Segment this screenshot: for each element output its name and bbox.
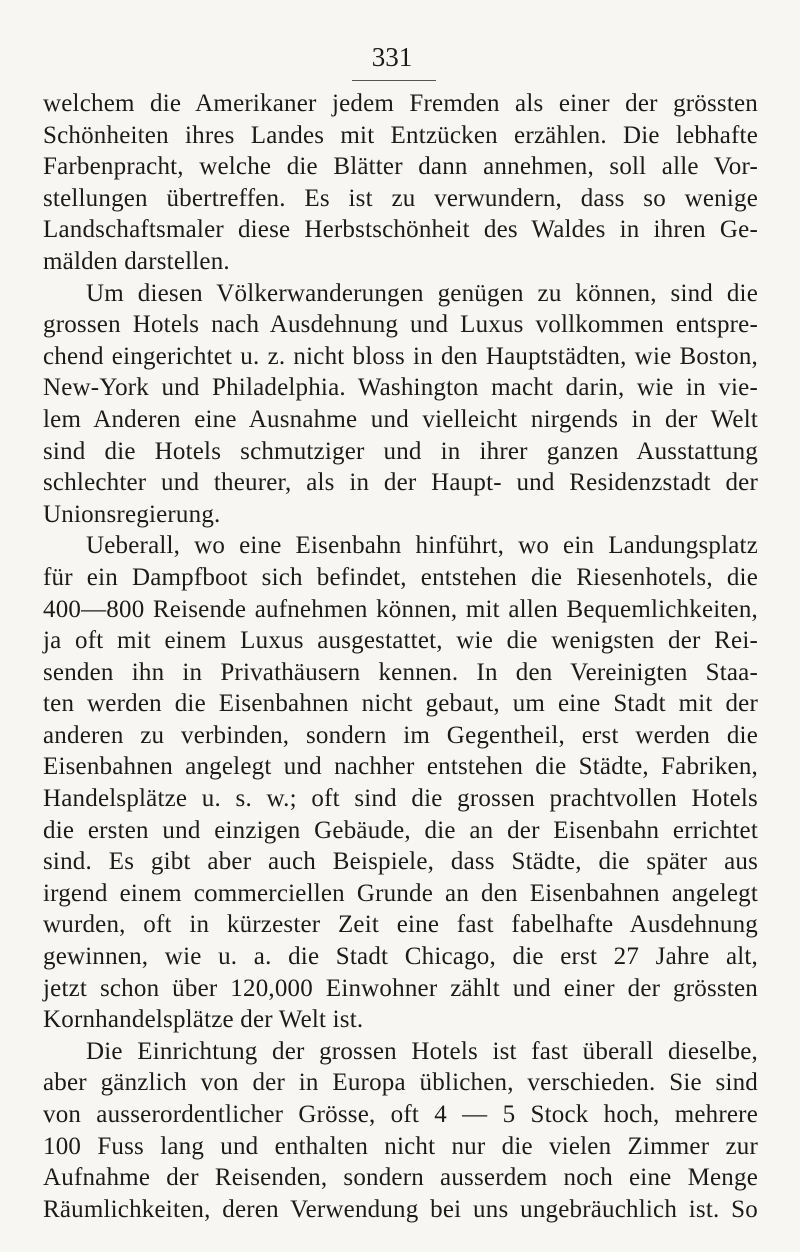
text-line: welchem die Amerikaner jedem Fremden als einer der grössten bbox=[43, 90, 758, 117]
text-line: Kornhandelsplätze der Welt ist. bbox=[43, 1006, 364, 1034]
text-line: sind. Es gibt aber auch Beispiele, dass Städte, die später aus bbox=[43, 848, 758, 876]
text-line: senden ihn in Privathäusern kennen. In den Vereinigten Staa- bbox=[43, 658, 758, 686]
text-line: Eisenbahnen angelegt und nachher entstehen die Städte, Fabriken, bbox=[43, 753, 758, 781]
text-line: Um diesen Völkerwanderungen genügen zu können, sind die bbox=[86, 279, 758, 307]
text-line: gewinnen, wie u. a. die Stadt Chicago, die erst 27 Jahre alt, bbox=[43, 943, 758, 971]
text-line: New-York und Philadelphia. Washington macht darin, wie in vie- bbox=[43, 374, 758, 402]
text-line: Unionsregierung. bbox=[43, 500, 221, 528]
text-line: anderen zu verbinden, sondern im Gegentheil, erst werden die bbox=[43, 721, 758, 749]
body-text bbox=[43, 88, 758, 1225]
text-line: schlechter und theurer, als in der Haupt- und Residenzstadt der bbox=[43, 469, 758, 497]
text-line: jetzt schon über 120,000 Einwohner zählt und einer der grössten bbox=[43, 974, 758, 1002]
text-line: Landschaftsmaler diese Herbstschönheit des Waldes in ihren Ge- bbox=[43, 216, 758, 244]
text-line: die ersten und einzigen Gebäude, die an der Eisenbahn errichtet bbox=[43, 816, 758, 844]
text-line: lem Anderen eine Ausnahme und vielleicht nirgends in der Welt bbox=[43, 405, 758, 433]
text-line: Die Einrichtung der grossen Hotels ist fast überall dieselbe, bbox=[86, 1037, 758, 1065]
text-line: grossen Hotels nach Ausdehnung und Luxus vollkommen entspre- bbox=[43, 311, 758, 339]
text-line: aber gänzlich von der in Europa üblichen, verschieden. Sie sind bbox=[43, 1069, 758, 1097]
text-line: ja oft mit einem Luxus ausgestattet, wie die wenigsten der Rei- bbox=[43, 627, 758, 655]
paragraph bbox=[43, 1036, 758, 1226]
text-line: wurden, oft in kürzester Zeit eine fast fabelhafte Ausdehnung bbox=[43, 911, 758, 939]
text-line: Farbenpracht, welche die Blätter dann annehmen, soll alle Vor- bbox=[43, 153, 758, 181]
text-line: für ein Dampfboot sich befindet, entstehen die Riesenhotels, die bbox=[43, 563, 758, 591]
text-line: sind die Hotels schmutziger und in ihrer ganzen Ausstattung bbox=[43, 437, 758, 465]
text-line: Aufnahme der Reisenden, sondern ausserdem noch eine Menge bbox=[43, 1164, 758, 1192]
page-number-rule bbox=[352, 80, 436, 81]
paragraph bbox=[43, 530, 758, 1036]
text-line: irgend einem commerciellen Grunde an den Eisenbahnen angelegt bbox=[43, 879, 758, 907]
text-line: ten werden die Eisenbahnen nicht gebaut, um eine Stadt mit der bbox=[43, 690, 758, 718]
text-line: 100 Fuss lang und enthalten nicht nur die vielen Zimmer zur bbox=[43, 1132, 758, 1160]
text-line: Ueberall, wo eine Eisenbahn hinführt, wo ein Landungsplatz bbox=[86, 532, 758, 560]
text-line: Schönheiten ihres Landes mit Entzücken erzählen. Die lebhafte bbox=[43, 121, 758, 149]
text-line: 400—800 Reisende aufnehmen können, mit allen Bequemlichkeiten, bbox=[43, 595, 758, 623]
text-line: mälden darstellen. bbox=[43, 247, 230, 275]
page-number: 331 bbox=[371, 42, 413, 72]
text-line: stellungen übertreffen. Es ist zu verwundern, dass so wenige bbox=[43, 184, 758, 212]
text-line: Räumlichkeiten, deren Verwendung bei uns ungebräuchlich ist. So bbox=[43, 1195, 758, 1223]
text-line: chend eingerichtet u. z. nicht bloss in den Hauptstädten, wie Boston, bbox=[43, 342, 758, 370]
text-line: von ausserordentlicher Grösse, oft 4 — 5 Stock hoch, mehrere bbox=[43, 1101, 758, 1128]
paragraph bbox=[43, 278, 758, 531]
paragraph bbox=[43, 88, 758, 278]
text-line: Handelsplätze u. s. w.; oft sind die grossen prachtvollen Hotels bbox=[43, 785, 758, 813]
